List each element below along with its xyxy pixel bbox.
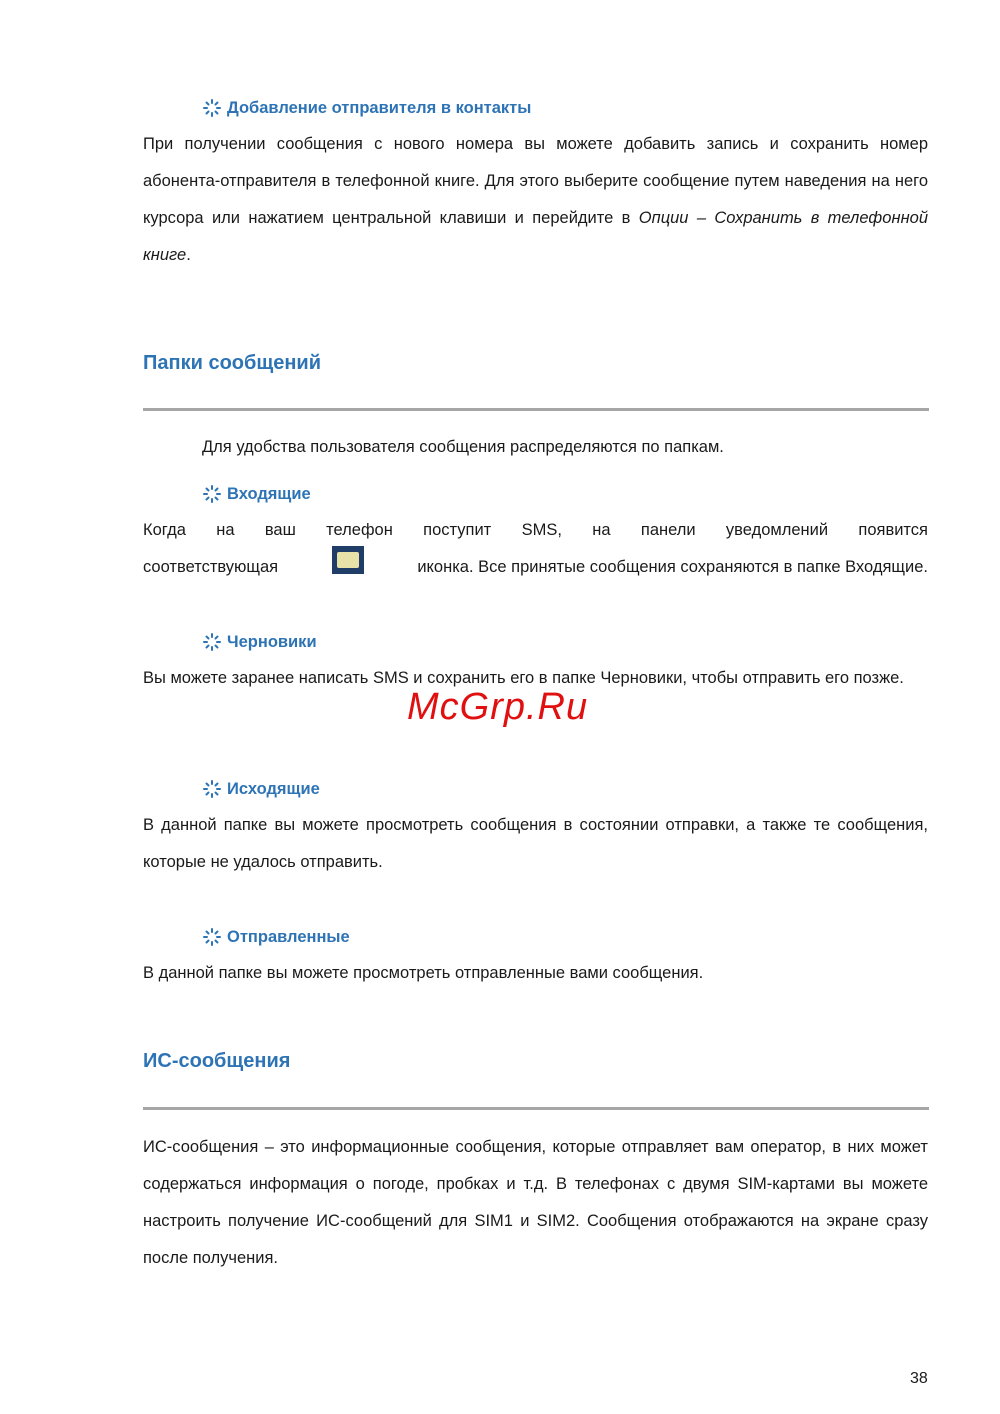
envelope-notification-icon [332,546,364,574]
paragraph-inbox-line2: соответствующая иконка. Все принятые сообщения сохраняются в папке Входящие. [143,549,928,586]
paragraph-cb: ИС-сообщения – это информационные сообщения, которые отправляет вам оператор, в них может содержаться информация о погоде, пробках и т.д. В телефонах с двумя SIM-картами вы можете настроить получение ИС-сообщений для SIM1 и SIM2. Сообщения отображаются на экране сразу после получения. [143,1138,928,1267]
spinner-bullet-icon [202,98,222,118]
heading-folders: Папки сообщений [143,352,322,374]
paragraph-drafts: Вы можете заранее написать SMS и сохранить его в папке Черновики, чтобы отправить его позже. [143,669,904,687]
subheading-drafts: Черновики [202,630,317,654]
subheading-sent: Отправленные [202,925,350,949]
spinner-bullet-icon [202,632,222,652]
subheading-add-sender: Добавление отправителя в контакты [202,96,531,120]
page-number: 38 [910,1370,928,1387]
divider [143,1107,929,1110]
subheading-inbox: Входящие [202,482,311,506]
divider [143,408,929,411]
paragraph-sent: В данной папке вы можете просмотреть отправленные вами сообщения. [143,964,704,982]
spinner-bullet-icon [202,484,222,504]
spinner-bullet-icon [202,927,222,947]
subheading-outbox: Исходящие [202,777,320,801]
paragraph-outbox: В данной папке вы можете просмотреть сообщения в состоянии отправки, а также те сообщения, которые не удалось отправить. [143,816,928,871]
spinner-bullet-icon [202,779,222,799]
paragraph-inbox-line1: Когда на ваш телефон поступит SMS, на панели уведомлений появится [143,521,928,539]
heading-cb: ИС-сообщения [143,1050,291,1072]
watermark: McGrp.Ru [407,686,589,728]
paragraph-folders-intro: Для удобства пользователя сообщения распределяются по папкам. [202,438,724,456]
paragraph-add-sender: При получении сообщения с нового номера вы можете добавить запись и сохранить номер абонента-отправителя в телефонной книге. Для этого выберите сообщение путем наведения на него курсора или нажатием центральной клавиши и перейдите в Опции – Сохранить в телефонной книге. [143,135,928,264]
